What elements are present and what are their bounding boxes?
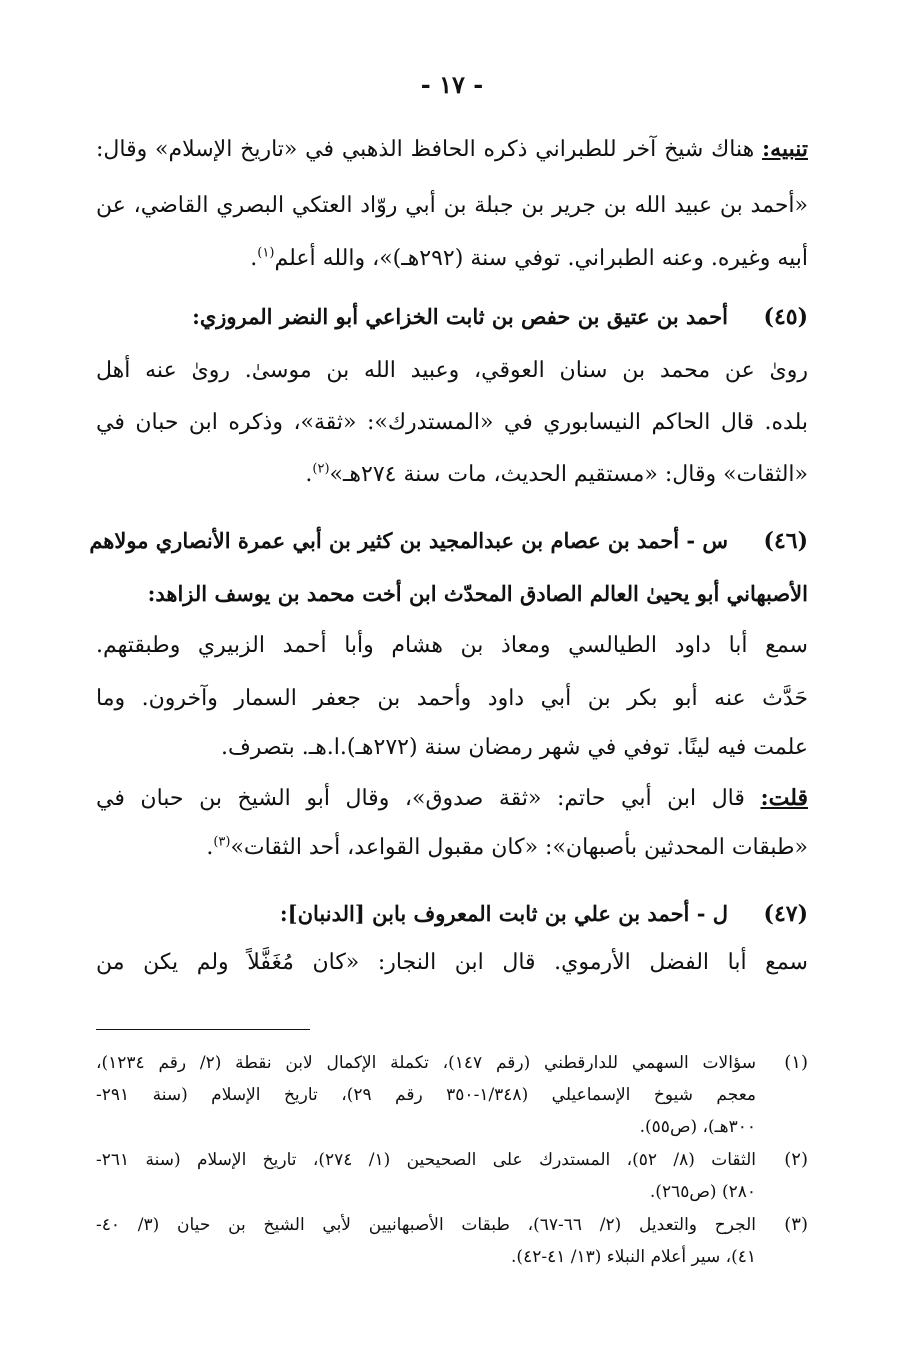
footnote-separator <box>96 1029 310 1030</box>
entry-45-line-2: بلده. قال الحاكم النيسابوري في «المستدرك»: «ثقة»، وذكره ابن حبان في <box>96 410 808 435</box>
footnote-1-line-3: ٣٠٠هـ)، (ص٥٥). <box>639 1117 756 1137</box>
entry-47-line-1: سمع أبا الفضل الأرموي. قال ابن النجار: «كان مُغَفَّلاً ولم يكن من <box>96 950 808 975</box>
entry-number-46: (٤٦) <box>763 528 808 554</box>
note-label: تنبيه: <box>762 136 808 162</box>
entry-46-line-1: سمع أبا داود الطيالسي ومعاذ بن هشام وأبا أحمد الزبيري وطبقتهم. <box>96 633 808 658</box>
footnote-ref-1: (١) <box>257 245 275 261</box>
entry-46-line-2: حَدَّث عنه أبو بكر بن أبي داود وأحمد بن جعفر السمار وآخرون. وما <box>96 686 808 711</box>
qult-label: قلت: <box>760 785 808 811</box>
footnote-number-1: (١) <box>784 1052 808 1073</box>
entry-45-line-3: «الثقات» وقال: «مستقيم الحديث، مات سنة ٢٧٤هـ»$^{(٢)}$. <box>305 461 808 487</box>
entry-46-line-5: «طبقات المحدثين بأصبهان»: «كان مقبول القواعد، أحد الثقات»$^{(٣)}$. <box>206 834 808 860</box>
footnote-number-2: (٢) <box>784 1149 808 1170</box>
page-number: - ١٧ - <box>420 70 484 99</box>
footnote-1-line-2: معجم شيوخ الإسماعيلي (١/٣٤٨-٣٥٠ رقم ٢٩)، تاريخ الإسلام (سنة ٢٩١- <box>96 1085 757 1105</box>
entry-heading-46-line-2: الأصبهاني أبو يحيىٰ العالم الصادق المحدّث ابن أخت محمد بن يوسف الزاهد: <box>147 581 808 606</box>
footnote-3-line-2: ٤١)، سير أعلام النبلاء (١٣/ ٤١-٤٢). <box>511 1247 756 1267</box>
entry-heading-45: أحمد بن عتيق بن حفص بن ثابت الخزاعي أبو النضر المروزي: <box>192 304 728 329</box>
entry-46-line-3: علمت فيه لينًا. توفي في شهر رمضان سنة (٢٧٢هـ).ا.هـ. بتصرف. <box>220 735 808 760</box>
footnote-1-line-1: سؤالات السهمي للدارقطني (رقم ١٤٧)، تكملة الإكمال لابن نقطة (٢/ رقم ١٢٣٤)، <box>96 1053 756 1073</box>
footnote-3-line-1: الجرح والتعديل (٢/ ٦٦-٦٧)، طبقات الأصبهانيين لأبي الشيخ بن حيان (٣/ ٤٠- <box>96 1215 756 1235</box>
footnote-number-3: (٣) <box>784 1214 808 1235</box>
footnote-2-line-2: ٢٨٠) (ص٢٦٥). <box>649 1182 756 1202</box>
note-line-2: «أحمد بن عبيد الله بن جرير بن جبلة بن أبي روّاد العتكي البصري القاضي، عن <box>96 193 808 218</box>
footnote-ref-3: (٣) <box>213 834 231 850</box>
entry-46-qult-line: قلت: قال ابن أبي حاتم: «ثقة صدوق»، وقال أبو الشيخ بن حبان في <box>96 785 808 811</box>
entry-heading-46-line-1: س - أحمد بن عصام بن عبدالمجيد بن كثير بن أبي عمرة الأنصاري مولاهم <box>89 528 728 553</box>
entry-45-line-1: روىٰ عن محمد بن سنان العوقي، وعبيد الله بن موسىٰ. روىٰ عنه أهل <box>96 358 808 383</box>
note-line-3: أبيه وغيره. وعنه الطبراني. توفي سنة (٢٩٢هـ)»، والله أعلم$^{(١)}$. <box>250 245 808 271</box>
note-line-1: تنبيه: هناك شيخ آخر للطبراني ذكره الحافظ الذهبي في «تاريخ الإسلام» وقال: <box>96 136 808 162</box>
entry-number-47: (٤٧) <box>763 901 808 927</box>
footnote-2-line-1: الثقات (٨/ ٥٢)، المستدرك على الصحيحين (١/ ٢٧٤)، تاريخ الإسلام (سنة ٢٦١- <box>96 1150 757 1170</box>
entry-heading-47: ل - أحمد بن علي بن ثابت المعروف بابن [الدنبان]: <box>279 901 728 926</box>
entry-number-45: (٤٥) <box>763 304 808 330</box>
footnote-ref-2: (٢) <box>312 461 330 477</box>
